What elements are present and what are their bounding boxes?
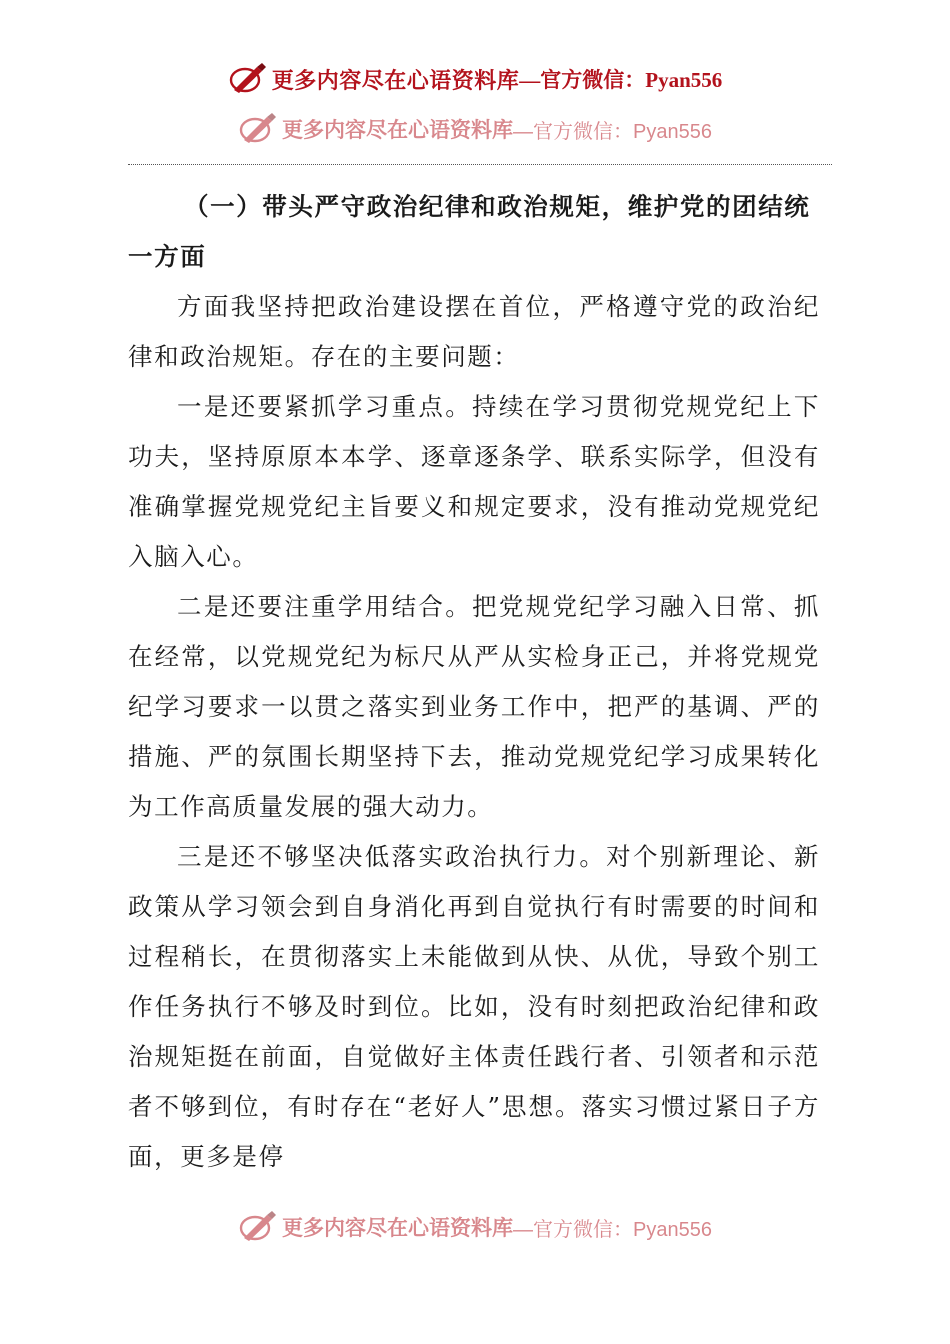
paragraph: 一是还要紧抓学习重点。持续在学习贯彻党规党纪上下功夫，坚持原原本本学、逐章逐条学、联系实际学，但没有准确掌握党规党纪主旨要义和规定要求，没有推动党规党纪入脑入心。 (128, 392, 820, 571)
brand-contact: —官方微信：Pyan556 (519, 68, 723, 92)
watermark-brand-contact: —官方微信：Pyan556 (513, 120, 712, 143)
document-body (128, 182, 820, 1182)
watermark-brand-name: 更多内容尽在心语资料库 (282, 117, 514, 142)
paragraph: 方面我坚持把政治建设摆在首位，严格遵守党的政治纪律和政治规矩。存在的主要问题： (128, 292, 820, 371)
header-divider (128, 164, 832, 165)
paragraph: 三是还不够坚决低落实政治执行力。对个别新理论、新政策从学习领会到自身消化再到自觉执行有时需要的时间和过程稍长，在贯彻落实上未能做到从快、从优，导致个别工作任务执行不够及时到位。比如，没有时刻把政治纪律和政治规矩挺在前面，自觉做好主体责任践行者、引领者和示范者不够到位，有时存在“老好人”思想。落实习惯过紧日子方面，更多是停 (128, 842, 820, 1171)
footer-brand-name: 更多内容尽在心语资料库 (282, 1215, 514, 1240)
brand-name: 更多内容尽在心语资料库 (271, 67, 520, 94)
pen-logo-icon (238, 112, 278, 146)
pen-logo-icon (238, 1210, 278, 1244)
brand-footer (0, 1210, 950, 1244)
paragraph: 二是还要注重学用结合。把党规党纪学习融入日常、抓在经常，以党规党纪为标尺从严从实检身正己，并将党规党纪学习要求一以贯之落实到业务工作中，把严的基调、严的措施、严的氛围长期坚持下去，推动党规党纪学习成果转化为工作高质量发展的强大动力。 (128, 592, 820, 821)
footer-brand-contact: —官方微信：Pyan556 (513, 1218, 712, 1241)
brand-watermark (0, 112, 950, 146)
section-heading: （一）带头严守政治纪律和政治规矩，维护党的团结统一方面 (128, 192, 811, 271)
pen-logo-icon (228, 62, 268, 96)
brand-header (0, 62, 950, 96)
